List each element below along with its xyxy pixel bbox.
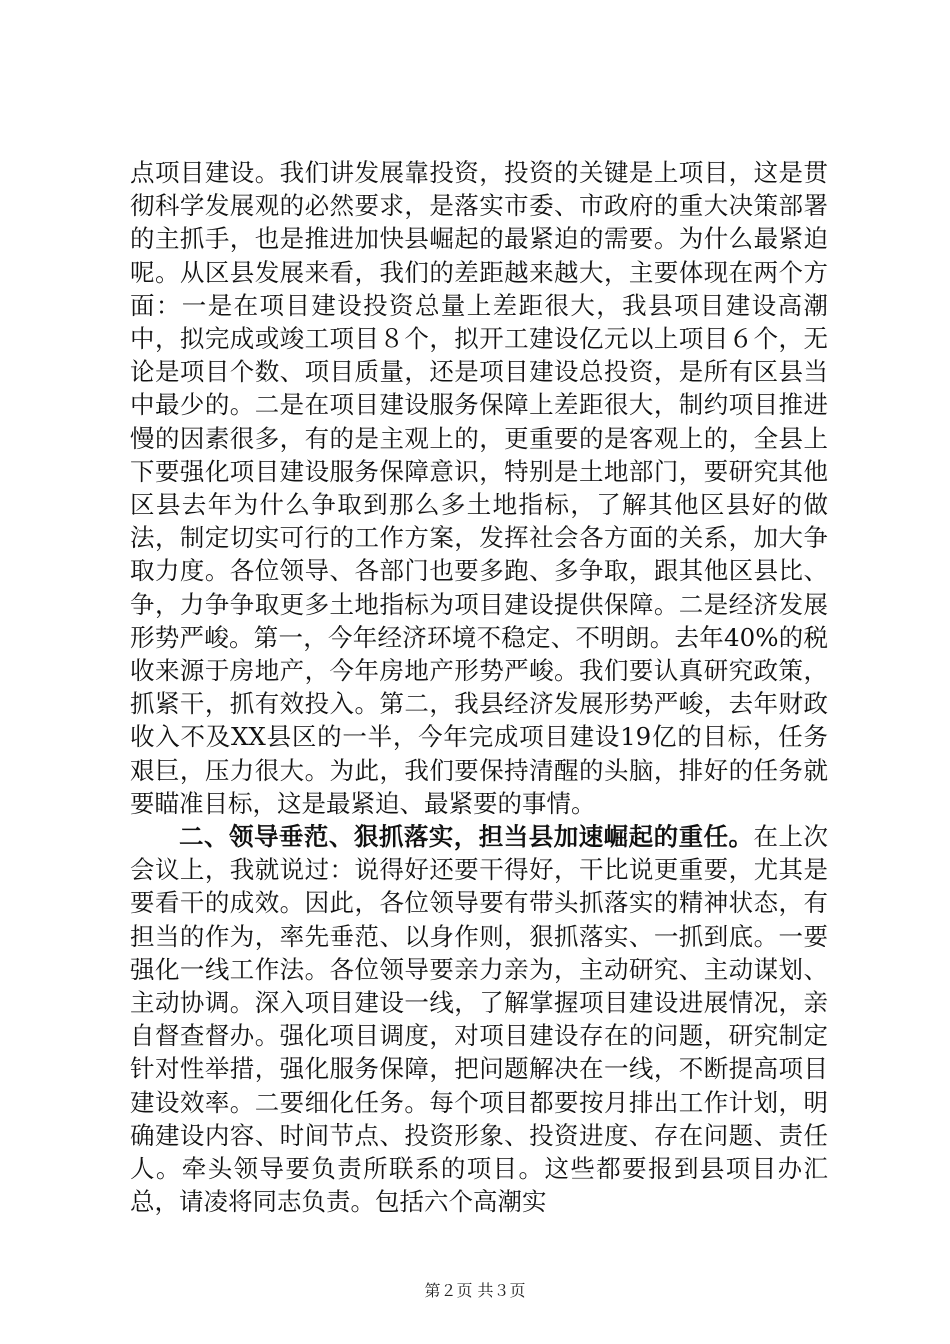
paragraph-2-text: 在上次会议上，我就说过：说得好还要干得好，干比说更重要，尤其是要看干的成效。因此，各位领导要有带头抓落实的精神状态，有担当的作为，率先垂范、以身作则，狠抓落实、一抓到底。一要强化一线工作法。各位领导要亲力亲为，主动研究、主动谋划、主动协调。深入项目建设一线，了解掌握项目建设进展情况，亲自督查督办。强化项目调度，对项目建设存在的问题，研究制定针对性举措，强化服务保障，把问题解决在一线，不断提高项目建设效率。二要细化任务。每个项目都要按月排出工作计划，明确建设内容、时间节点、投资形象、投资进度、存在问题、责任人。牵头领导要负责所联系的项目。这些都要报到县项目办汇总，请凌将同志负责。包括六个高潮实 [130, 822, 829, 1217]
document-body [130, 156, 828, 1219]
paragraph-1 [130, 156, 828, 820]
paragraph-2 [130, 820, 828, 1218]
section-heading-2: 二、领导垂范、狠抓落实，担当县加速崛起的重任。 [179, 822, 754, 852]
paragraph-1-text: 点项目建设。我们讲发展靠投资，投资的关键是上项目，这是贯彻科学发展观的必然要求，是落实市委、市政府的重大决策部署的主抓手，也是推进加快县崛起的最紧迫的需要。为什么最紧迫呢。从区县发展来看，我们的差距越来越大，主要体现在两个方面：一是在项目建设投资总量上差距很大，我县项目建设高潮中，拟完成或竣工项目８个，拟开工建设亿元以上项目６个，无论是项目个数、项目质量，还是项目建设总投资，是所有区县当中最少的。二是在项目建设服务保障上差距很大，制约项目推进慢的因素很多，有的是主观上的，更重要的是客观上的，全县上下要强化项目建设服务保障意识，特别是土地部门，要研究其他区县去年为什么争取到那么多土地指标，了解其他区县好的做法，制定切实可行的工作方案，发挥社会各方面的关系，加大争取力度。各位领导、各部门也要多跑、多争取，跟其他区县比、争，力争争取更多土地指标为项目建设提供保障。二是经济发展形势严峻。第一，今年经济环境不稳定、不明朗。去年40%的税收来源于房地产，今年房地产形势严峻。我们要认真研究政策，抓紧干，抓有效投入。第二，我县经济发展形势严峻，去年财政收入不及XX县区的一半，今年完成项目建设19亿的目标，任务艰巨，压力很大。为此，我们要保持清醒的头脑，排好的任务就要瞄准目标，这是最紧迫、最紧要的事情。 [130, 158, 828, 818]
page-footer [0, 1278, 950, 1301]
page-number-label: 第２页 共３页 [424, 1281, 526, 1300]
